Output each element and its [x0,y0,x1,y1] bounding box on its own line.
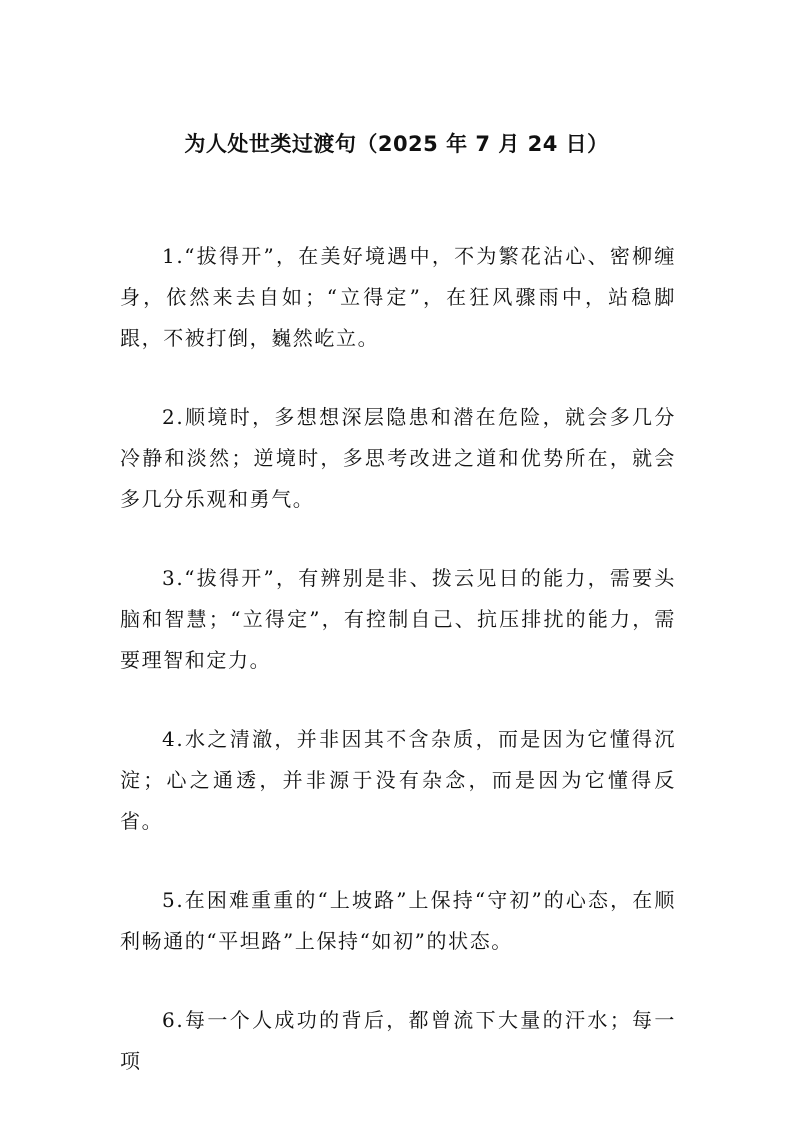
document-body [120,236,676,1082]
paragraph-4: 4.水之清澈，并非因其不含杂质，而是因为它懂得沉淀；心之通透，并非源于没有杂念，而是因为它懂得反省。 [120,727,676,833]
paragraph-3: 3.“拔得开”，有辨别是非、拨云见日的能力，需要头脑和智慧；“立得定”，有控制自己、抗压排扰的能力，需要理智和定力。 [120,566,676,672]
paragraph-2: 2.顺境时，多想想深层隐患和潜在危险，就会多几分冷静和淡然；逆境时，多思考改进之道和优势所在，就会多几分乐观和勇气。 [120,405,676,511]
document-title: 为人处世类过渡句（2025 年 7 月 24 日） [184,132,609,156]
paragraph-6: 6.每一个人成功的背后，都曾流下大量的汗水；每一项 [120,1008,676,1073]
paragraph-5: 5.在困难重重的“上坡路”上保持“守初”的心态，在顺利畅通的“平坦路”上保持“如初”的状态。 [120,888,676,953]
paragraph-1: 1.“拔得开”，在美好境遇中，不为繁花沾心、密柳缠身，依然来去自如；“立得定”，在狂风骤雨中，站稳脚跟，不被打倒，巍然屹立。 [120,244,676,350]
